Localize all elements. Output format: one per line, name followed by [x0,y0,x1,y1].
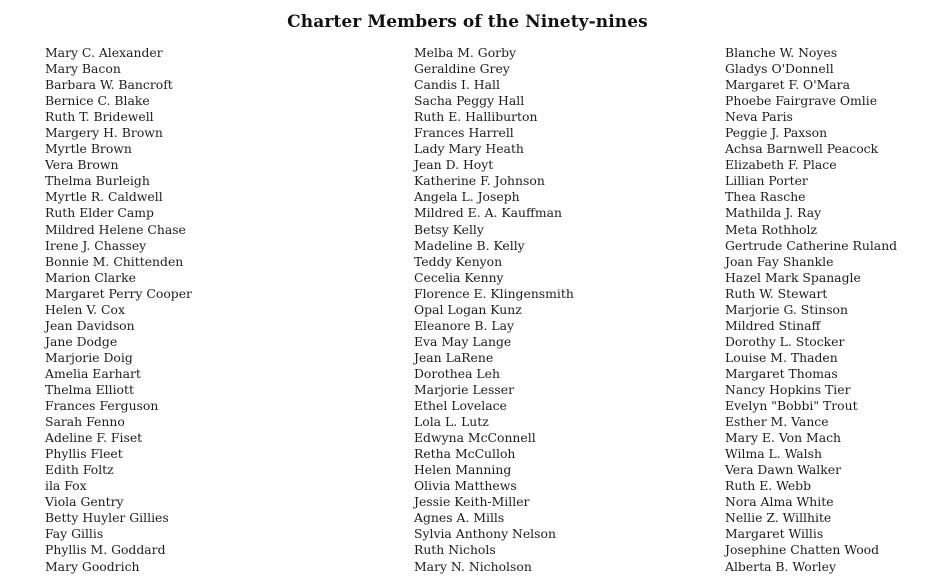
member-name: Margaret Perry Cooper [45,285,192,301]
member-name: Betsy Kelly [414,221,484,237]
member-name: Geraldine Grey [414,61,510,77]
member-name: Vera Dawn Walker [725,462,842,478]
member-name: Blanche W. Noyes [725,45,838,60]
member-name: Edwyna McConnell [414,430,536,446]
member-name: Margaret Thomas [725,365,838,381]
member-name: Josephine Chatten Wood [725,542,880,558]
member-name: Marjorie Lesser [414,381,514,397]
member-name: Mildred Stinaff [725,317,821,333]
member-name: Jean LaRene [414,349,494,365]
member-name: Ruth T. Bridewell [45,109,154,125]
member-name: Phyllis Fleet [45,446,123,462]
member-name: Achsa Barnwell Peacock [725,141,879,157]
member-name: Phyllis M. Goddard [45,542,166,558]
member-name: Nora Alma White [725,494,834,510]
member-name: Dorothea Leh [414,365,500,381]
page-title: Charter Members of the Ninety-nines [287,12,648,32]
member-name: Opal Logan Kunz [414,301,522,317]
member-name: Mary Bacon [45,61,121,77]
member-name: Betty Huyler Gillies [45,510,169,526]
member-column-1 [45,45,192,575]
member-name: Vera Brown [45,157,119,173]
member-name: Margaret F. O'Mara [725,77,850,93]
member-name: Mary C. Alexander [45,45,163,60]
member-name: Thelma Elliott [45,381,134,397]
member-name: Viola Gentry [45,494,124,510]
member-name: Edith Foltz [45,462,114,478]
member-name: Myrtle R. Caldwell [45,189,163,205]
member-name: Lady Mary Heath [414,141,524,157]
member-name: Dorothy L. Stocker [725,333,845,349]
member-name: Cecelia Kenny [414,269,504,285]
member-name: Marjorie G. Stinson [725,301,848,317]
member-name: Thea Rasche [725,189,806,205]
member-name: Irene J. Chassey [45,237,147,253]
member-name: Esther M. Vance [725,414,829,430]
member-name: Fay Gillis [45,526,104,542]
member-name: Jean Davidson [45,317,135,333]
member-name: Sarah Fenno [45,414,125,430]
member-name: Meta Rothholz [725,221,818,237]
member-name: Ethel Lovelace [414,398,507,414]
member-column-3 [725,45,897,575]
member-column-2 [414,45,574,575]
member-name: Wilma L. Walsh [725,446,822,462]
member-name: Olivia Matthews [414,478,517,494]
member-name: Madeline B. Kelly [414,237,525,253]
member-name: Candis I. Hall [414,77,500,93]
member-name: ila Fox [45,478,87,494]
member-name: Jean D. Hoyt [414,157,494,173]
member-name: Teddy Kenyon [414,253,503,269]
member-name: Mary N. Nicholson [414,558,532,574]
member-name: Alberta B. Worley [725,558,836,574]
member-name: Helen V. Cox [45,301,125,317]
member-name: Retha McCulloh [414,446,516,462]
member-name: Marion Clarke [45,269,136,285]
member-name: Phoebe Fairgrave Omlie [725,93,878,109]
member-name: Ruth Elder Camp [45,205,154,221]
member-name: Mildred Helene Chase [45,221,186,237]
member-name: Melba M. Gorby [414,45,517,60]
member-name: Evelyn "Bobbi" Trout [725,398,858,414]
member-name: Barbara W. Bancroft [45,77,173,93]
member-name: Gertrude Catherine Ruland [725,237,898,253]
member-name: Marjorie Doig [45,349,133,365]
member-name: Ruth W. Stewart [725,285,828,301]
member-name: Katherine F. Johnson [414,173,545,189]
member-name: Gladys O'Donnell [725,61,834,77]
member-name: Neva Paris [725,109,793,125]
member-name: Mary Goodrich [45,558,140,574]
member-name: Jane Dodge [45,333,118,349]
member-name: Mathilda J. Ray [725,205,822,221]
member-name: Frances Harrell [414,125,514,141]
member-name: Bonnie M. Chittenden [45,253,184,269]
member-name: Helen Manning [414,462,512,478]
member-name: Lillian Porter [725,173,808,189]
member-name: Florence E. Klingensmith [414,285,574,301]
member-name: Joan Fay Shankle [725,253,834,269]
member-name: Nancy Hopkins Tier [725,381,851,397]
member-name: Louise M. Thaden [725,349,838,365]
member-name: Agnes A. Mills [414,510,505,526]
member-name: Lola L. Lutz [414,414,489,430]
member-name: Bernice C. Blake [45,93,150,109]
member-name: Margery H. Brown [45,125,163,141]
member-name: Eleanore B. Lay [414,317,514,333]
member-name: Sacha Peggy Hall [414,93,525,109]
member-name: Mary E. Von Mach [725,430,842,446]
member-name: Nellie Z. Willhite [725,510,832,526]
member-name: Frances Ferguson [45,398,159,414]
member-name: Peggie J. Paxson [725,125,828,141]
member-name: Hazel Mark Spanagle [725,269,861,285]
member-name: Eva May Lange [414,333,512,349]
member-name: Margaret Willis [725,526,824,542]
member-name: Amelia Earhart [45,365,141,381]
member-name: Thelma Burleigh [45,173,150,189]
member-name: Sylvia Anthony Nelson [414,526,556,542]
member-name: Adeline F. Fiset [45,430,143,446]
member-name: Ruth E. Halliburton [414,109,538,125]
member-name: Jessie Keith-Miller [414,494,530,510]
member-name: Elizabeth F. Place [725,157,837,173]
member-name: Mildred E. A. Kauffman [414,205,562,221]
member-name: Ruth E. Webb [725,478,812,494]
member-name: Myrtle Brown [45,141,132,157]
member-name: Angela L. Joseph [414,189,520,205]
member-name: Ruth Nichols [414,542,496,558]
